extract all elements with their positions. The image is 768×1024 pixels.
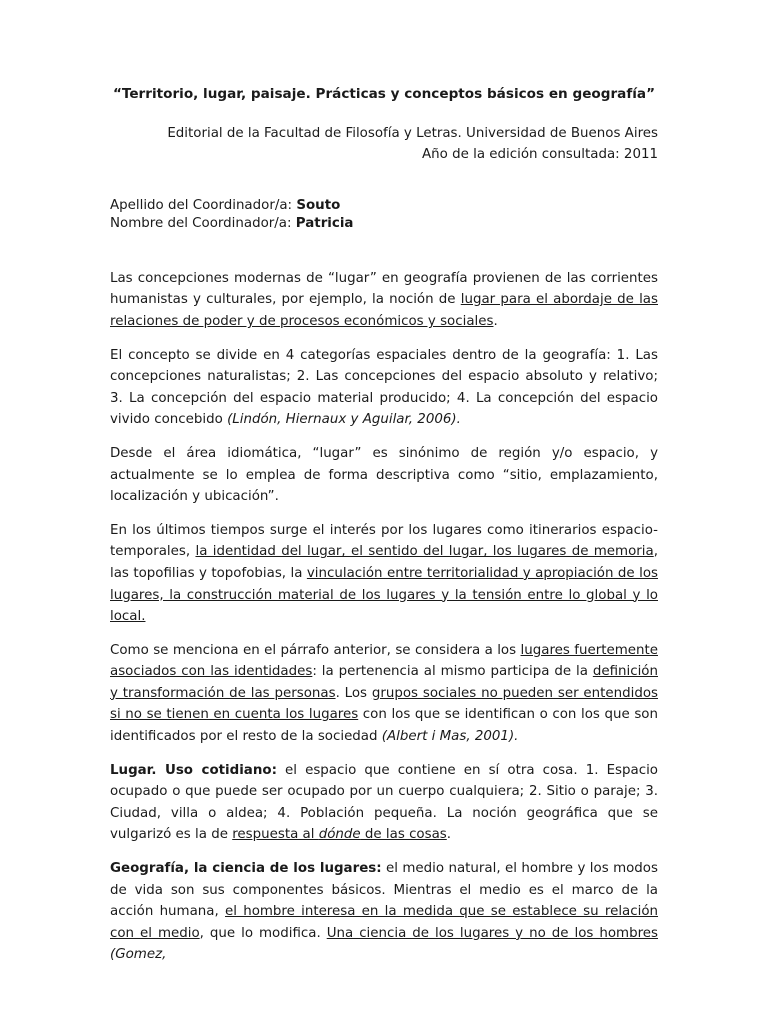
underlined-text: grupos sociales no pueden ser entendidos si no se tienen en cuenta los lugares xyxy=(110,685,658,723)
underlined-text: vinculación entre territorialidad y apropiación de los lugares, la construcción material de los lugares y la tensión entre lo global y lo local. xyxy=(110,565,658,625)
text-run: . Los xyxy=(335,685,372,701)
underlined-text: lugar para el abordaje de las relaciones de poder y de procesos económicos y sociales xyxy=(110,292,658,329)
coordinator-block xyxy=(110,197,658,233)
text-run: Desde el área idiomática, “lugar” es sinónimo de región y/o espacio, y actualmente se lo emplea de forma descriptiva como “sitio, emplazamiento, localización y ubicación”. xyxy=(110,445,658,505)
text-run: Las concepciones modernas de “lugar” en geografía provienen de las corrientes humanistas y culturales, por ejemplo, la noción de xyxy=(110,270,658,308)
text-run: , que lo modifica. xyxy=(199,925,327,941)
main-text xyxy=(110,268,658,966)
underlined-text: el hombre interesa en la medida que se establece su relación con el medio xyxy=(110,904,659,941)
citation: (Albert i Mas, 2001). xyxy=(381,729,519,745)
text-run: , las topofilias y topofobias, la xyxy=(110,544,658,581)
coordinator-surname-line xyxy=(110,197,658,215)
underlined-text: lugares fuertemente asociados con las identidades xyxy=(110,642,658,680)
text-run: respuesta al xyxy=(232,827,319,843)
underlined-text: definición y transformación de las personas xyxy=(110,664,658,701)
paragraph-3 xyxy=(110,443,658,508)
paragraph-4 xyxy=(110,520,658,628)
name-label: Nombre del Coordinador/a: xyxy=(110,215,292,231)
text-run: el espacio que contiene en sí otra cosa. 1. Espacio ocupado o que puede ser ocupado por un cuerpo cualquiera; 2. Sitio o paraje; 3. Ciudad, villa o aldea; 4. Población pequeña. La noción geográfica que se vulgarizó es la de xyxy=(110,762,658,843)
document-body xyxy=(110,84,658,978)
surname-label: Apellido del Coordinador/a: xyxy=(110,197,293,213)
edition-line: Año de la edición consultada: 2011 xyxy=(422,147,658,163)
publisher-line: Editorial de la Facultad de Filosofía y Letras. Universidad de Buenos Aires xyxy=(167,125,658,141)
paragraph-2 xyxy=(110,345,658,431)
underlined-text: Una ciencia de los lugares y no de los hombres xyxy=(326,925,658,941)
paragraph-5 xyxy=(110,640,658,748)
text-run: En los últimos tiempos surge el interés por los lugares como itinerarios espacio-temporales, xyxy=(110,522,658,560)
text-run: Como se menciona en el párrafo anterior, se considera a los xyxy=(110,642,521,658)
text-run: de las cosas xyxy=(360,827,447,843)
underlined-text xyxy=(232,827,447,842)
text-run: con los que se identifican o con los que son identificados por el resto de la sociedad xyxy=(110,707,658,745)
text-run: : la pertenencia al mismo participa de la xyxy=(312,664,593,680)
paragraph-7 xyxy=(110,858,658,966)
paragraph-1 xyxy=(110,268,658,333)
bold-heading: Lugar. Uso cotidiano: xyxy=(110,762,277,778)
italic-word: dónde xyxy=(318,827,361,843)
text-run: el medio natural, el hombre y los modos de vida son sus componentes básicos. Mientras el medio es el marco de la acción humana, xyxy=(110,861,658,920)
surname-value: Souto xyxy=(296,197,341,213)
document-title: “Territorio, lugar, paisaje. Prácticas y conceptos básicos en geografía” xyxy=(112,86,656,102)
paragraph-6 xyxy=(110,760,658,846)
bold-heading: Geografía, la ciencia de los lugares: xyxy=(110,861,382,877)
text-run: . xyxy=(493,313,498,329)
underlined-text: la identidad del lugar, el sentido del lugar, los lugares de memoria xyxy=(195,544,654,560)
text-run: . xyxy=(446,827,452,843)
text-run: El concepto se divide en 4 categorías espaciales dentro de la geografía: 1. Las concepciones naturalistas; 2. Las concepciones del espacio absoluto y relativo; 3. La concepción del espacio material producido; 4. La concepción del espacio vivido concebido xyxy=(110,347,658,428)
citation: (Gomez, xyxy=(110,947,167,963)
coordinator-name-line xyxy=(110,215,658,233)
name-value: Patricia xyxy=(295,215,354,231)
citation: (Lindón, Hiernaux y Aguilar, 2006). xyxy=(227,412,461,428)
